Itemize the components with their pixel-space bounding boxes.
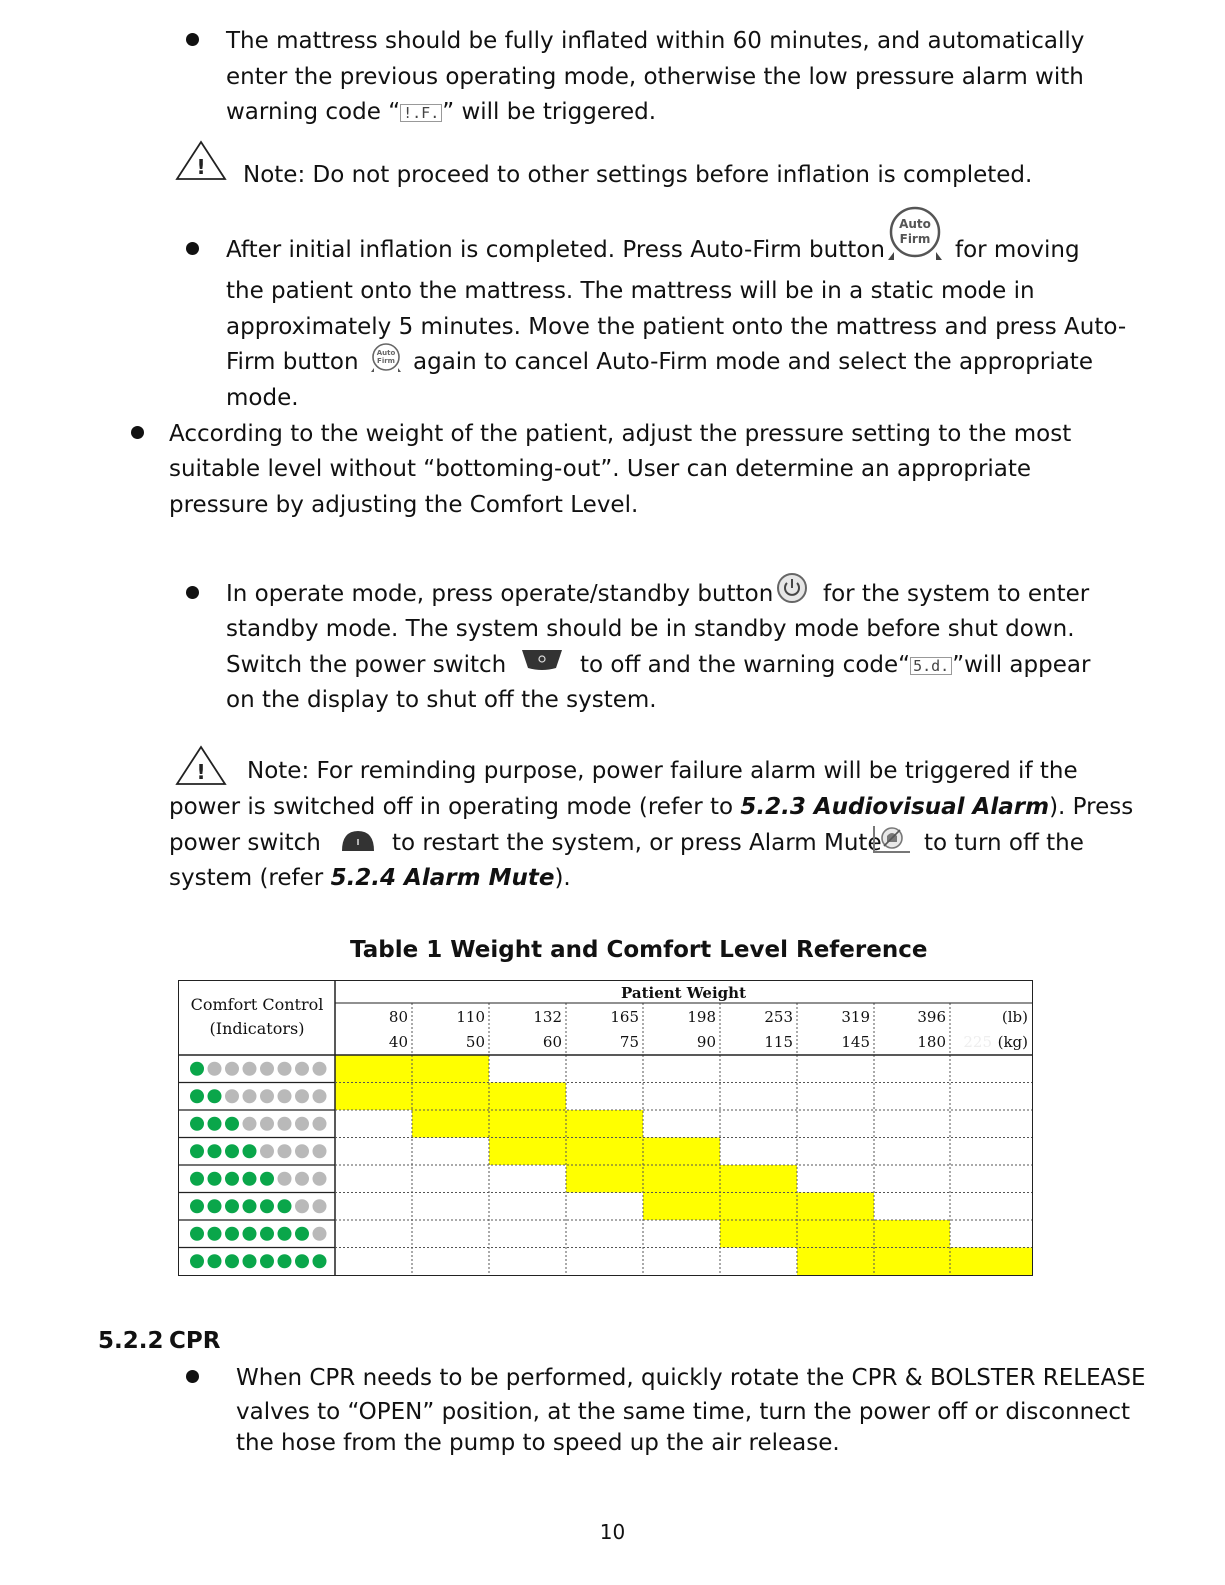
highlight-cell (643, 1193, 720, 1221)
indicator-led-on (243, 1199, 257, 1213)
para1-line2: enter the previous operating mode, otherwise the low pressure alarm with (226, 64, 1084, 90)
weight-lb-label: 80 (388, 1008, 408, 1026)
header-patient-weight: Patient Weight (620, 984, 746, 1002)
header-comfort-control: Comfort Control (190, 995, 324, 1014)
indicator-led-off (295, 1089, 309, 1103)
para1-line3 (226, 97, 656, 127)
note2-line3-post: to turn off the (924, 830, 1084, 856)
indicator-led-off (243, 1062, 257, 1076)
indicator-led-on (208, 1199, 222, 1213)
para2-line1-end: for moving (955, 237, 1080, 263)
para2-line4-post: again to cancel Auto-Firm mode and select the appropriate (413, 349, 1093, 375)
indicator-led-on (225, 1144, 239, 1158)
indicator-led-on (190, 1227, 204, 1241)
highlight-cell (489, 1138, 566, 1166)
warning-code-sd: 5.d. (910, 657, 952, 675)
svg-text:Firm: Firm (377, 357, 395, 365)
note2-line1: Note: For reminding purpose, power failure alarm will be triggered if the (247, 758, 1078, 784)
indicator-led-on (278, 1199, 292, 1213)
highlight-cell (950, 1248, 1032, 1276)
weight-lb-label: 253 (764, 1008, 793, 1026)
indicator-led-off (295, 1144, 309, 1158)
indicator-led-off (313, 1227, 327, 1241)
indicator-led-off (313, 1062, 327, 1076)
highlight-cell (412, 1083, 489, 1111)
para3-line1: According to the weight of the patient, adjust the pressure setting to the most (169, 421, 1072, 447)
svg-text:Auto: Auto (376, 349, 396, 357)
indicator-led-on (225, 1199, 239, 1213)
highlight-cell (720, 1193, 797, 1221)
reference-audiovisual-alarm: 5.2.3 Audiovisual Alarm (740, 794, 1050, 820)
indicator-led-on (260, 1172, 274, 1186)
cpr-line3: the hose from the pump to speed up the air release. (236, 1430, 840, 1456)
highlight-cell (566, 1110, 643, 1138)
cpr-line1: When CPR needs to be performed, quickly rotate the CPR & BOLSTER RELEASE (236, 1365, 1146, 1391)
para2-line4-pre: Firm button (226, 349, 359, 375)
weight-lb-label: 198 (687, 1008, 716, 1026)
indicator-led-on (190, 1199, 204, 1213)
alarm-mute-icon (872, 824, 912, 856)
indicator-led-on (190, 1254, 204, 1268)
note2-line4 (169, 863, 571, 893)
weight-lb-label: 165 (610, 1008, 639, 1026)
para2-line1 (226, 235, 885, 265)
note2-line3-pre: power switch (169, 830, 321, 856)
highlight-cell (720, 1165, 797, 1193)
highlight-cell (566, 1138, 643, 1166)
indicator-led-off (313, 1199, 327, 1213)
highlight-cell (566, 1165, 643, 1193)
indicator-led-on (190, 1089, 204, 1103)
cpr-line2: valves to “OPEN” position, at the same time, turn the power off or disconnect (236, 1399, 1131, 1425)
indicator-led-on (313, 1254, 327, 1268)
indicator-led-off (313, 1172, 327, 1186)
indicator-led-off (313, 1144, 327, 1158)
weight-kg-label: (kg) (997, 1033, 1028, 1051)
highlight-cell (335, 1055, 412, 1083)
power-switch-icon (338, 829, 378, 853)
indicator-led-on (243, 1172, 257, 1186)
weight-kg-label: 115 (764, 1033, 793, 1051)
bullet (186, 33, 199, 46)
svg-text:!: ! (196, 760, 206, 784)
para1-line1: The mattress should be fully inflated within 60 minutes, and automatically (226, 28, 1085, 54)
indicator-led-on (260, 1254, 274, 1268)
indicator-led-off (278, 1144, 292, 1158)
highlight-cell (797, 1248, 874, 1276)
power-standby-icon (774, 572, 810, 604)
auto-firm-icon-small (370, 342, 402, 374)
text: ). Press (1049, 794, 1134, 820)
para3-line3: pressure by adjusting the Comfort Level. (169, 492, 639, 518)
indicator-led-off (278, 1089, 292, 1103)
note2-line2 (169, 792, 1133, 822)
indicator-led-off (243, 1089, 257, 1103)
bullet (131, 426, 144, 439)
indicator-led-off (208, 1062, 222, 1076)
indicator-led-on (295, 1254, 309, 1268)
highlight-cell (335, 1083, 412, 1111)
section-number: 5.2.2 (98, 1328, 164, 1354)
text: warning code “ (226, 99, 401, 125)
indicator-led-on (208, 1172, 222, 1186)
indicator-led-off (260, 1062, 274, 1076)
indicator-led-off (225, 1089, 239, 1103)
warning-icon (175, 140, 227, 182)
reference-alarm-mute: 5.2.4 Alarm Mute (330, 865, 555, 891)
indicator-led-off (295, 1172, 309, 1186)
bullet (186, 586, 199, 599)
indicator-led-on (208, 1227, 222, 1241)
para4-line2: standby mode. The system should be in standby mode before shut down. (226, 616, 1075, 642)
indicator-led-off (295, 1199, 309, 1213)
weight-lb-label: 396 (917, 1008, 946, 1026)
weight-lb-label: 132 (533, 1008, 562, 1026)
weight-kg-label: 145 (841, 1033, 870, 1051)
highlight-cell (412, 1110, 489, 1138)
para4-line4: on the display to shut off the system. (226, 687, 657, 713)
indicator-led-on (225, 1117, 239, 1131)
indicator-led-off (313, 1089, 327, 1103)
indicator-led-on (190, 1172, 204, 1186)
header-indicators: (Indicators) (209, 1019, 305, 1038)
warning-code-lf: !.F. (400, 104, 442, 122)
indicator-led-on (208, 1254, 222, 1268)
highlight-cell (489, 1110, 566, 1138)
text: ” will be triggered. (442, 99, 657, 125)
auto-firm-top: Auto (899, 217, 931, 231)
indicator-led-off (260, 1144, 274, 1158)
weight-lb-label: (lb) (1001, 1008, 1028, 1026)
indicator-led-on (208, 1089, 222, 1103)
text: system (refer (169, 865, 331, 891)
indicator-led-on (190, 1144, 204, 1158)
indicator-led-off (278, 1172, 292, 1186)
indicator-led-on (225, 1254, 239, 1268)
weight-kg-label: 60 (542, 1033, 562, 1051)
weight-lb-label: 110 (456, 1008, 485, 1026)
highlight-cell (797, 1193, 874, 1221)
power-switch-icon (520, 648, 564, 672)
highlight-cell (797, 1220, 874, 1248)
indicator-led-on (190, 1062, 204, 1076)
weight-kg-label: 50 (465, 1033, 485, 1051)
para2-line2: the patient onto the mattress. The mattress will be in a static mode in (226, 278, 1035, 304)
indicator-led-off (260, 1089, 274, 1103)
indicator-led-on (243, 1254, 257, 1268)
indicator-led-on (278, 1227, 292, 1241)
indicator-led-off (278, 1117, 292, 1131)
indicator-led-off (295, 1062, 309, 1076)
indicator-led-on (225, 1172, 239, 1186)
highlight-cell (643, 1165, 720, 1193)
indicator-led-off (243, 1117, 257, 1131)
indicator-led-on (295, 1227, 309, 1241)
indicator-led-on (225, 1227, 239, 1241)
highlight-cell (720, 1220, 797, 1248)
bullet (186, 242, 199, 255)
table-grid (179, 981, 1032, 1275)
highlight-cell (874, 1220, 950, 1248)
auto-firm-icon (886, 206, 944, 262)
highlight-cell (874, 1248, 950, 1276)
indicator-led-off (225, 1062, 239, 1076)
indicator-led-on (260, 1199, 274, 1213)
bullet (186, 1370, 199, 1383)
note2-line3-mid: to restart the system, or press Alarm Mute (392, 830, 882, 856)
para4-line3-pre: Switch the power switch (226, 652, 507, 678)
indicator-led-on (243, 1144, 257, 1158)
indicator-led-off (260, 1117, 274, 1131)
weight-kg-label: 75 (619, 1033, 639, 1051)
svg-text:!: ! (196, 155, 206, 179)
weight-kg-label: 180 (917, 1033, 946, 1051)
page-number: 10 (599, 1520, 626, 1544)
indicator-led-on (243, 1227, 257, 1241)
para4-line3 (580, 650, 1090, 680)
para4-line1-post: for the system to enter (823, 581, 1090, 607)
weight-kg-label-faint: 225 (963, 1033, 992, 1051)
warning-icon (175, 745, 227, 787)
indicator-led-on (278, 1254, 292, 1268)
indicator-led-on (208, 1117, 222, 1131)
para2-line5: mode. (226, 385, 299, 411)
indicator-led-off (278, 1062, 292, 1076)
para4-line1-pre: In operate mode, press operate/standby button (226, 581, 774, 607)
highlight-cell (643, 1138, 720, 1166)
indicator-led-on (260, 1227, 274, 1241)
note-inflation: Note: Do not proceed to other settings before inflation is completed. (243, 162, 1033, 188)
text: After initial inflation is completed. Press Auto-Firm button (226, 237, 885, 263)
indicator-led-off (295, 1117, 309, 1131)
highlight-cell (412, 1055, 489, 1083)
indicator-led-off (313, 1117, 327, 1131)
para2-line3: approximately 5 minutes. Move the patient onto the mattress and press Auto- (226, 314, 1127, 340)
text: to off and the warning code“ (580, 652, 911, 678)
indicator-led-on (190, 1117, 204, 1131)
section-title: CPR (169, 1328, 221, 1354)
table-title: Table 1 Weight and Comfort Level Reference (350, 937, 928, 963)
weight-kg-label: 40 (388, 1033, 408, 1051)
comfort-level-table (178, 980, 1033, 1276)
auto-firm-bottom: Firm (899, 232, 931, 246)
text: ”will appear (952, 652, 1091, 678)
highlight-cell (489, 1083, 566, 1111)
para3-line2: suitable level without “bottoming-out”. User can determine an appropriate (169, 456, 1032, 482)
weight-kg-label: 90 (696, 1033, 716, 1051)
indicator-led-on (208, 1144, 222, 1158)
text: power is switched off in operating mode (refer to (169, 794, 741, 820)
weight-lb-label: 319 (841, 1008, 870, 1026)
text: ). (554, 865, 571, 891)
